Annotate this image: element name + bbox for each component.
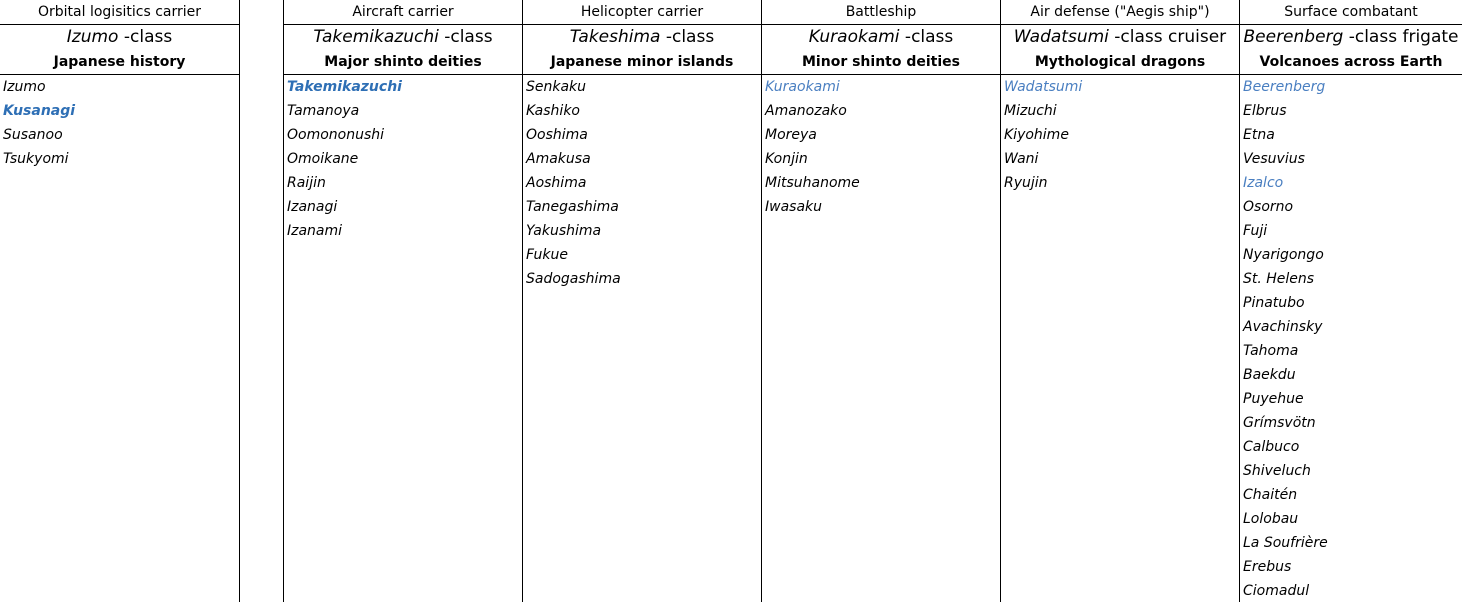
ship-name: Amanozako	[765, 103, 847, 119]
column-aircraft-carrier	[283, 0, 523, 602]
naming-theme-header: Japanese history	[0, 50, 239, 75]
class-suffix: -class frigate	[1343, 27, 1459, 47]
class-name: Wadatsumi	[1013, 27, 1109, 47]
ship-name: Senkaku	[526, 79, 587, 95]
ship-name: Tamanoya	[287, 103, 360, 119]
column-air-defense	[1001, 0, 1240, 602]
column-battleship	[762, 0, 1001, 602]
ship-name: Baekdu	[1243, 367, 1296, 383]
ship-name: Puyehue	[1243, 391, 1304, 407]
class-suffix: -class	[438, 27, 493, 47]
ship-name: Sadogashima	[526, 271, 621, 287]
class-name: Izumo	[66, 27, 119, 47]
ship-name: Izalco	[1243, 175, 1284, 191]
ship-list	[762, 75, 1000, 219]
ship-name: Tahoma	[1243, 343, 1299, 359]
ship-name: Susanoo	[3, 127, 63, 143]
ship-name: Izanami	[287, 223, 343, 239]
ship-type-header: Orbital logisitics carrier	[0, 0, 239, 25]
ship-list	[284, 75, 522, 243]
ship-name: Moreya	[765, 127, 817, 143]
ship-name: Nyarigongo	[1243, 247, 1324, 263]
ship-name: Tsukyomi	[3, 151, 69, 167]
ship-name: Iwasaku	[765, 199, 823, 215]
class-name: Kuraokami	[808, 27, 900, 47]
ship-name: Chaitén	[1243, 487, 1298, 503]
ship-name: Fuji	[1243, 223, 1268, 239]
ship-name: Izumo	[3, 79, 46, 95]
ship-name: Avachinsky	[1243, 319, 1323, 335]
ship-name: Fukue	[526, 247, 568, 263]
naming-theme-header: Volcanoes across Earth	[1240, 50, 1462, 75]
ship-type-header: Helicopter carrier	[523, 0, 761, 25]
ship-name: Wadatsumi	[1004, 79, 1083, 95]
class-suffix: -class	[660, 27, 715, 47]
ship-name: Grímsvötn	[1243, 415, 1316, 431]
naming-theme-header: Japanese minor islands	[523, 50, 761, 75]
class-name: Beerenberg	[1243, 27, 1344, 47]
ship-name: Kashiko	[526, 103, 580, 119]
class-suffix: -class	[899, 27, 954, 47]
ship-name: Elbrus	[1243, 103, 1287, 119]
ship-class-header	[1001, 25, 1239, 50]
column-surface-combatant	[1240, 0, 1462, 602]
ship-name: Pinatubo	[1243, 295, 1305, 311]
ship-name: Aoshima	[526, 175, 587, 191]
ship-name: Tanegashima	[526, 199, 619, 215]
ship-class-header	[1240, 25, 1462, 50]
ship-name: Mizuchi	[1004, 103, 1057, 119]
ship-name: Mitsuhanome	[765, 175, 860, 191]
class-name: Takemikazuchi	[313, 27, 439, 47]
naming-theme-header: Major shinto deities	[284, 50, 522, 75]
ship-class-header	[0, 25, 239, 50]
ship-class-header	[284, 25, 522, 50]
ship-name: La Soufrière	[1243, 535, 1328, 551]
ship-name: Calbuco	[1243, 439, 1300, 455]
class-suffix: -class	[118, 27, 173, 47]
ship-type-header: Surface combatant	[1240, 0, 1462, 25]
ship-name: Etna	[1243, 127, 1275, 143]
column-helicopter-carrier	[523, 0, 762, 602]
ship-type-header: Air defense ("Aegis ship")	[1001, 0, 1239, 25]
ship-class-header	[523, 25, 761, 50]
ship-name: Ciomadul	[1243, 583, 1310, 599]
ship-name: Ooshima	[526, 127, 588, 143]
ship-class-header	[762, 25, 1000, 50]
ship-name: Kuraokami	[765, 79, 840, 95]
ship-name: Wani	[1004, 151, 1039, 167]
ship-name: Lolobau	[1243, 511, 1299, 527]
naming-theme-header: Mythological dragons	[1001, 50, 1239, 75]
ship-name: Takemikazuchi	[287, 79, 402, 95]
ship-name: Vesuvius	[1243, 151, 1305, 167]
ship-type-header: Aircraft carrier	[284, 0, 522, 25]
ship-name: Kusanagi	[3, 103, 76, 119]
ship-list	[1001, 75, 1239, 195]
ship-list	[523, 75, 761, 291]
ship-name: St. Helens	[1243, 271, 1315, 287]
class-name: Takeshima	[569, 27, 661, 47]
ship-name: Shiveluch	[1243, 463, 1311, 479]
ship-name: Omoikane	[287, 151, 359, 167]
ship-name: Ryujin	[1004, 175, 1048, 191]
ship-list	[0, 75, 239, 171]
ship-name: Amakusa	[526, 151, 591, 167]
ship-name: Konjin	[765, 151, 808, 167]
ship-name: Kiyohime	[1004, 127, 1069, 143]
column-orbital-logistics-carrier	[0, 0, 240, 602]
ship-name: Raijin	[287, 175, 326, 191]
class-suffix: -class cruiser	[1108, 27, 1227, 47]
ship-name: Oomononushi	[287, 127, 385, 143]
ship-type-header: Battleship	[762, 0, 1000, 25]
ship-name: Osorno	[1243, 199, 1294, 215]
ship-name: Izanagi	[287, 199, 338, 215]
ship-name: Beerenberg	[1243, 79, 1326, 95]
naming-theme-header: Minor shinto deities	[762, 50, 1000, 75]
ship-name: Yakushima	[526, 223, 602, 239]
ship-list	[1240, 75, 1462, 603]
ship-name: Erebus	[1243, 559, 1292, 575]
